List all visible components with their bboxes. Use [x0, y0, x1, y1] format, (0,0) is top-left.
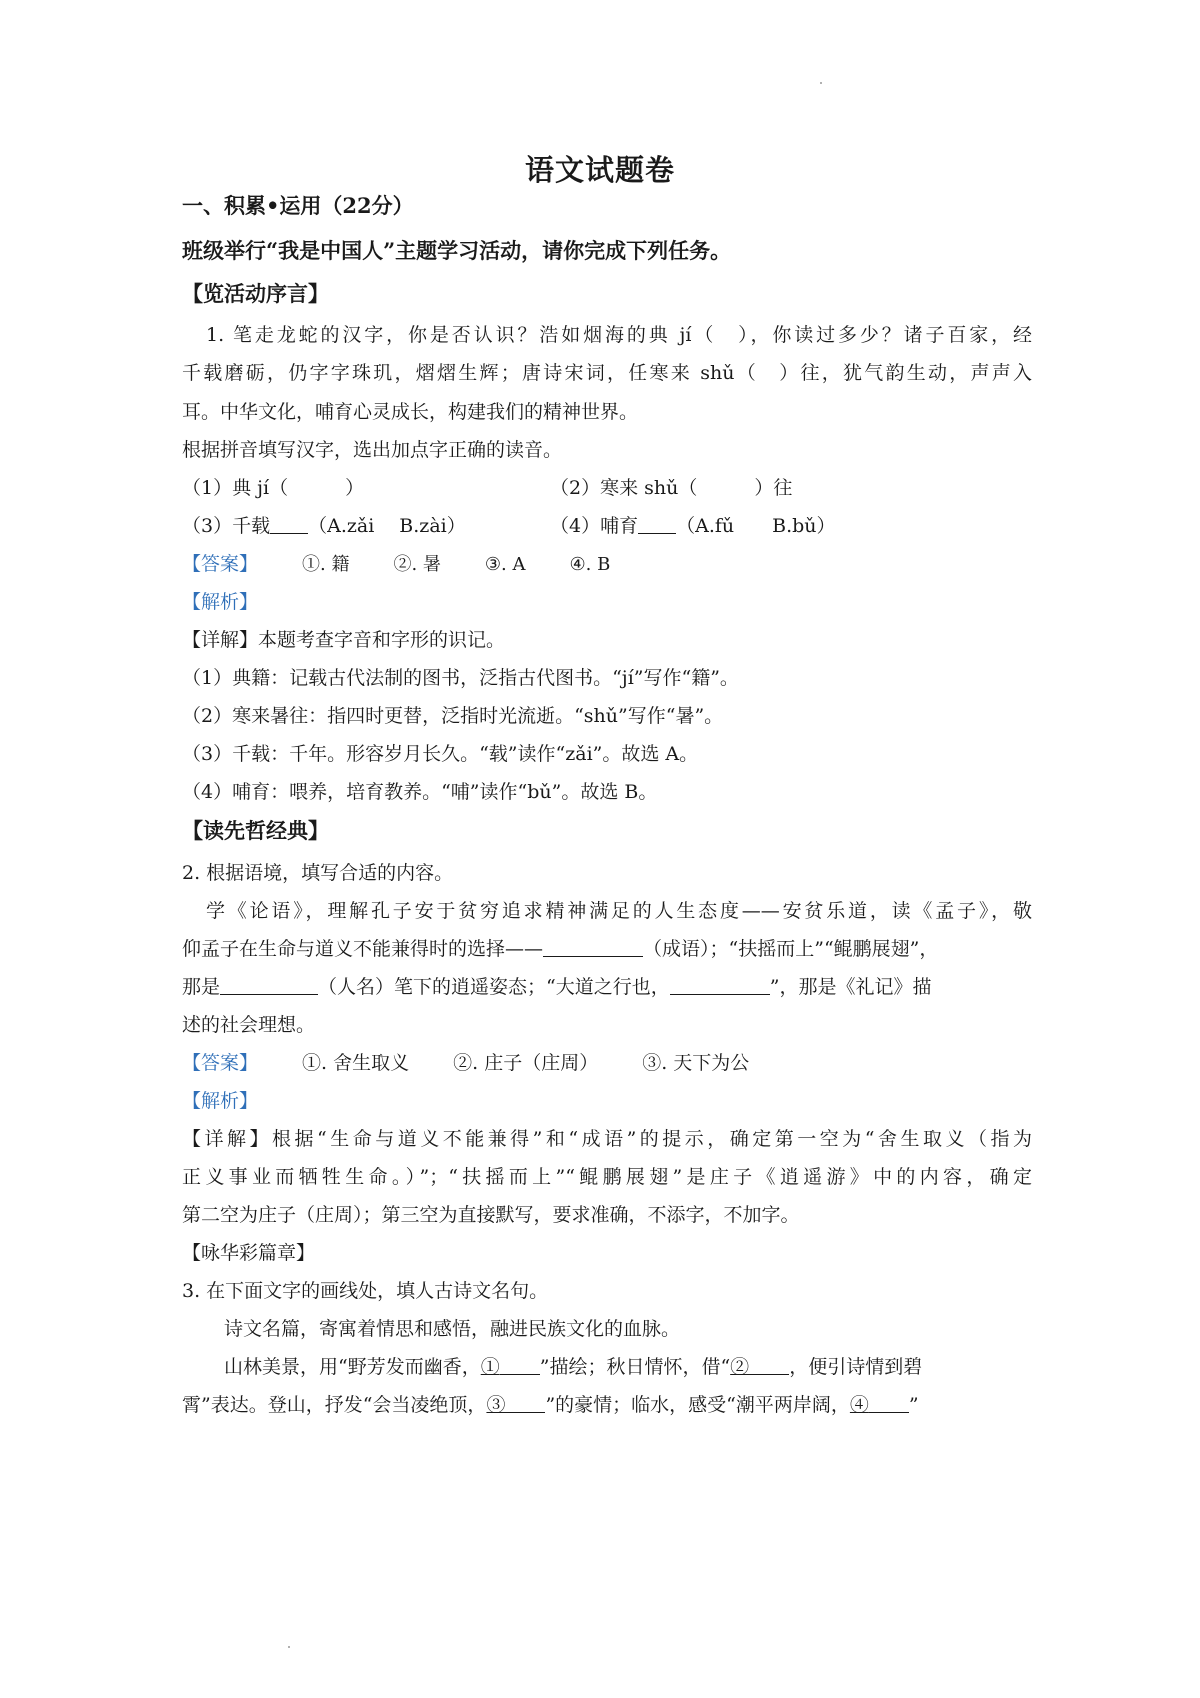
q1-item-3-options: （A.zǎi B.zài）: [308, 515, 466, 537]
subsection-heading: 【咏华彩篇章】: [182, 1242, 316, 1264]
q2-paragraph-line: 述的社会理想。: [182, 1014, 316, 1036]
q3-paragraph-line: 诗文名篇，寄寓着情思和感悟，融进民族文化的血脉。: [224, 1318, 681, 1340]
q2-text: 那是: [182, 976, 221, 998]
q1-item-4: [550, 513, 836, 539]
blank-marker: ④: [849, 1394, 869, 1416]
q3-text: 山林美景，用“野芳发而幽香，: [224, 1356, 481, 1378]
answer-blank: [869, 1392, 909, 1413]
explanation-line: 第二空为庄子（庄周）；第三空为直接默写，要求准确，不添字，不加字。: [182, 1204, 800, 1226]
answer-blank: [638, 513, 676, 534]
answer-label: 【答案】: [182, 1052, 259, 1074]
q1-item-row: [182, 513, 1032, 539]
q2-paragraph-line: [182, 974, 1032, 1000]
detail-line: （3）千载：千年。形容岁月长久。“载”读作“zǎi”。故选 A。: [182, 743, 699, 765]
section-heading: 一、积累•运用（22分）: [182, 193, 414, 218]
q3-text: ”: [908, 1394, 919, 1416]
q3-text: ”的豪情；临水，感受“潮平两岸阔，: [545, 1394, 850, 1416]
q3-paragraph-line: [182, 1392, 1032, 1418]
answer-blank: [505, 1392, 545, 1413]
answer-blank: [543, 936, 643, 957]
subsection-heading: 【览活动序言】: [182, 281, 329, 306]
q1-paragraph-line: 千载磨砺，仍字字珠玑，熠熠生辉；唐诗宋词，任寒来 shǔ（ ）往，犹气韵生动，声声入: [182, 362, 1032, 384]
q2-text: （成语）；“扶摇而上”“鲲鹏展翅”，: [643, 938, 939, 960]
q2-text: 仰孟子在生命与道义不能兼得时的选择——: [182, 938, 544, 960]
q2-paragraph-line: [182, 936, 1032, 962]
answer-label: 【答案】: [182, 553, 259, 575]
answer-blank: [220, 974, 318, 995]
q2-stem: 2. 根据语境，填写合适的内容。: [182, 862, 454, 884]
answer-blank: [749, 1354, 789, 1375]
subsection-heading: 【读先哲经典】: [182, 818, 329, 843]
answer-blank: [500, 1354, 540, 1375]
analysis-label: 【解析】: [182, 1090, 259, 1112]
answer-blank: [270, 513, 308, 534]
explanation-line: 正义事业而牺牲生命。）”；“扶摇而上”“鲲鹏展翅”是庄子《逍遥游》中的内容，确定: [182, 1166, 1032, 1188]
blank-marker: ③: [486, 1394, 506, 1416]
scan-speck: [288, 1646, 290, 1648]
detail-line: （1）典籍：记载古代法制的图书，泛指古代图书。“jí”写作“籍”。: [182, 667, 739, 689]
detail-line: （4）哺育：喂养，培育教养。“哺”读作“bǔ”。故选 B。: [182, 781, 658, 803]
q3-stem: 3. 在下面文字的画线处，填人古诗文名句。: [182, 1280, 549, 1302]
q3-text: ，便引诗情到碧: [789, 1356, 923, 1378]
scan-speck: [820, 82, 822, 84]
q1-paragraph-line: 耳。中华文化，哺育心灵成长，构建我们的精神世界。: [182, 401, 639, 423]
q1-item-4-options: （A.fǔ B.bǔ）: [676, 515, 836, 537]
q1-item-1: （1）典 jí（ ）: [182, 477, 365, 499]
blank-marker: ②: [730, 1356, 750, 1378]
q1-item-3-label: （3）千载: [182, 515, 271, 537]
analysis-label: 【解析】: [182, 591, 259, 613]
blank-marker: ①: [480, 1356, 500, 1378]
page-title: 语文试题卷: [524, 153, 675, 187]
answer-item: ②. 暑: [393, 554, 441, 575]
answer-item: ③. 天下为公: [642, 1052, 750, 1074]
q2-paragraph-line: 学《论语》，理解孔子安于贫穷追求精神满足的人生态度——安贫乐道，读《孟子》，敬: [206, 900, 1032, 922]
answer-item: ③. A: [484, 554, 526, 575]
explanation-line: 【详解】根据“生命与道义不能兼得”和“成语”的提示，确定第一空为“舍生取义（指为: [182, 1128, 1032, 1150]
section-intro: 班级举行“我是中国人”主题学习活动，请你完成下列任务。: [182, 238, 732, 263]
q1-item-2: （2）寒来 shǔ（ ）往: [550, 477, 793, 499]
answer-item: ④. B: [569, 554, 611, 575]
q2-answer-row: [182, 1050, 1032, 1076]
q2-text: （人名）笔下的逍遥姿态；“大道之行也，: [318, 976, 670, 998]
answer-item: ①. 舍生取义: [302, 1052, 410, 1074]
detail-text: 【详解】本题考查字音和字形的识记。: [182, 629, 506, 651]
q2-text: ”，那是《礼记》描: [769, 976, 932, 998]
q1-item-row: [182, 475, 1032, 501]
answer-item: ①. 籍: [302, 554, 350, 575]
q1-answer-row: [182, 551, 1032, 578]
q3-paragraph-line: [224, 1354, 1032, 1380]
q1-item-4-label: （4）哺育: [550, 515, 639, 537]
q1-instruction: 根据拼音填写汉字，选出加点字正确的读音。: [182, 439, 563, 461]
q3-text: ”描绘；秋日情怀，借“: [539, 1356, 731, 1378]
detail-line: （2）寒来暑往：指四时更替，泛指时光流逝。“shǔ”写作“暑”。: [182, 705, 724, 727]
q3-text: 霄”表达。登山，抒发“会当凌绝顶，: [182, 1394, 487, 1416]
answer-item: ②. 庄子（庄周）: [453, 1052, 599, 1074]
q1-paragraph-line: 1. 笔走龙蛇的汉字，你是否认识？浩如烟海的典 jí（ ），你读过多少？诸子百家，经: [206, 324, 1032, 346]
answer-blank: [670, 974, 770, 995]
